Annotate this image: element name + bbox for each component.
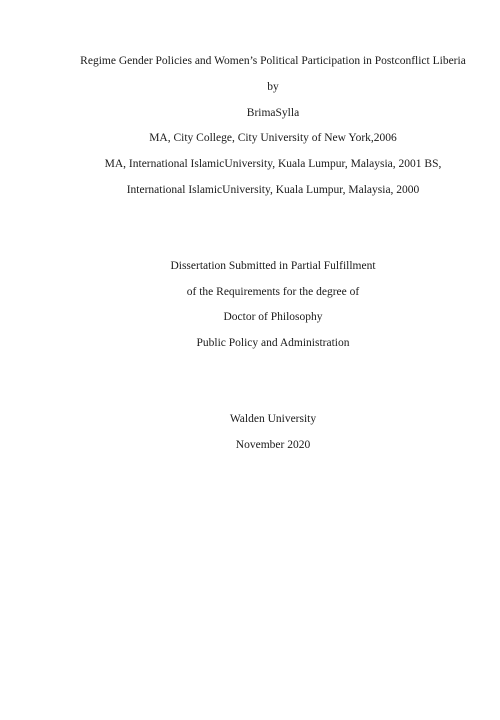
by-line: by (267, 81, 279, 93)
author-name: BrimaSylla (246, 107, 300, 119)
degree-line: International IslamicUniversity, Kuala Lumpur, Malaysia, 2000 (126, 184, 420, 196)
submission-date: November 2020 (235, 439, 311, 451)
degree-line: MA, International IslamicUniversity, Kuala Lumpur, Malaysia, 2001 BS, (104, 158, 442, 170)
university-name: Walden University (229, 413, 317, 425)
degree-line: MA, City College, City University of New York,2006 (149, 132, 397, 144)
degree-name: Doctor of Philosophy (223, 311, 323, 323)
dissertation-title: Regime Gender Policies and Women’s Political Participation in Postconflict Liberia (80, 55, 466, 67)
submission-statement-line: of the Requirements for the degree of (186, 286, 360, 298)
submission-statement-line: Dissertation Submitted in Partial Fulfillment (170, 260, 376, 272)
program-name: Public Policy and Administration (196, 337, 350, 349)
